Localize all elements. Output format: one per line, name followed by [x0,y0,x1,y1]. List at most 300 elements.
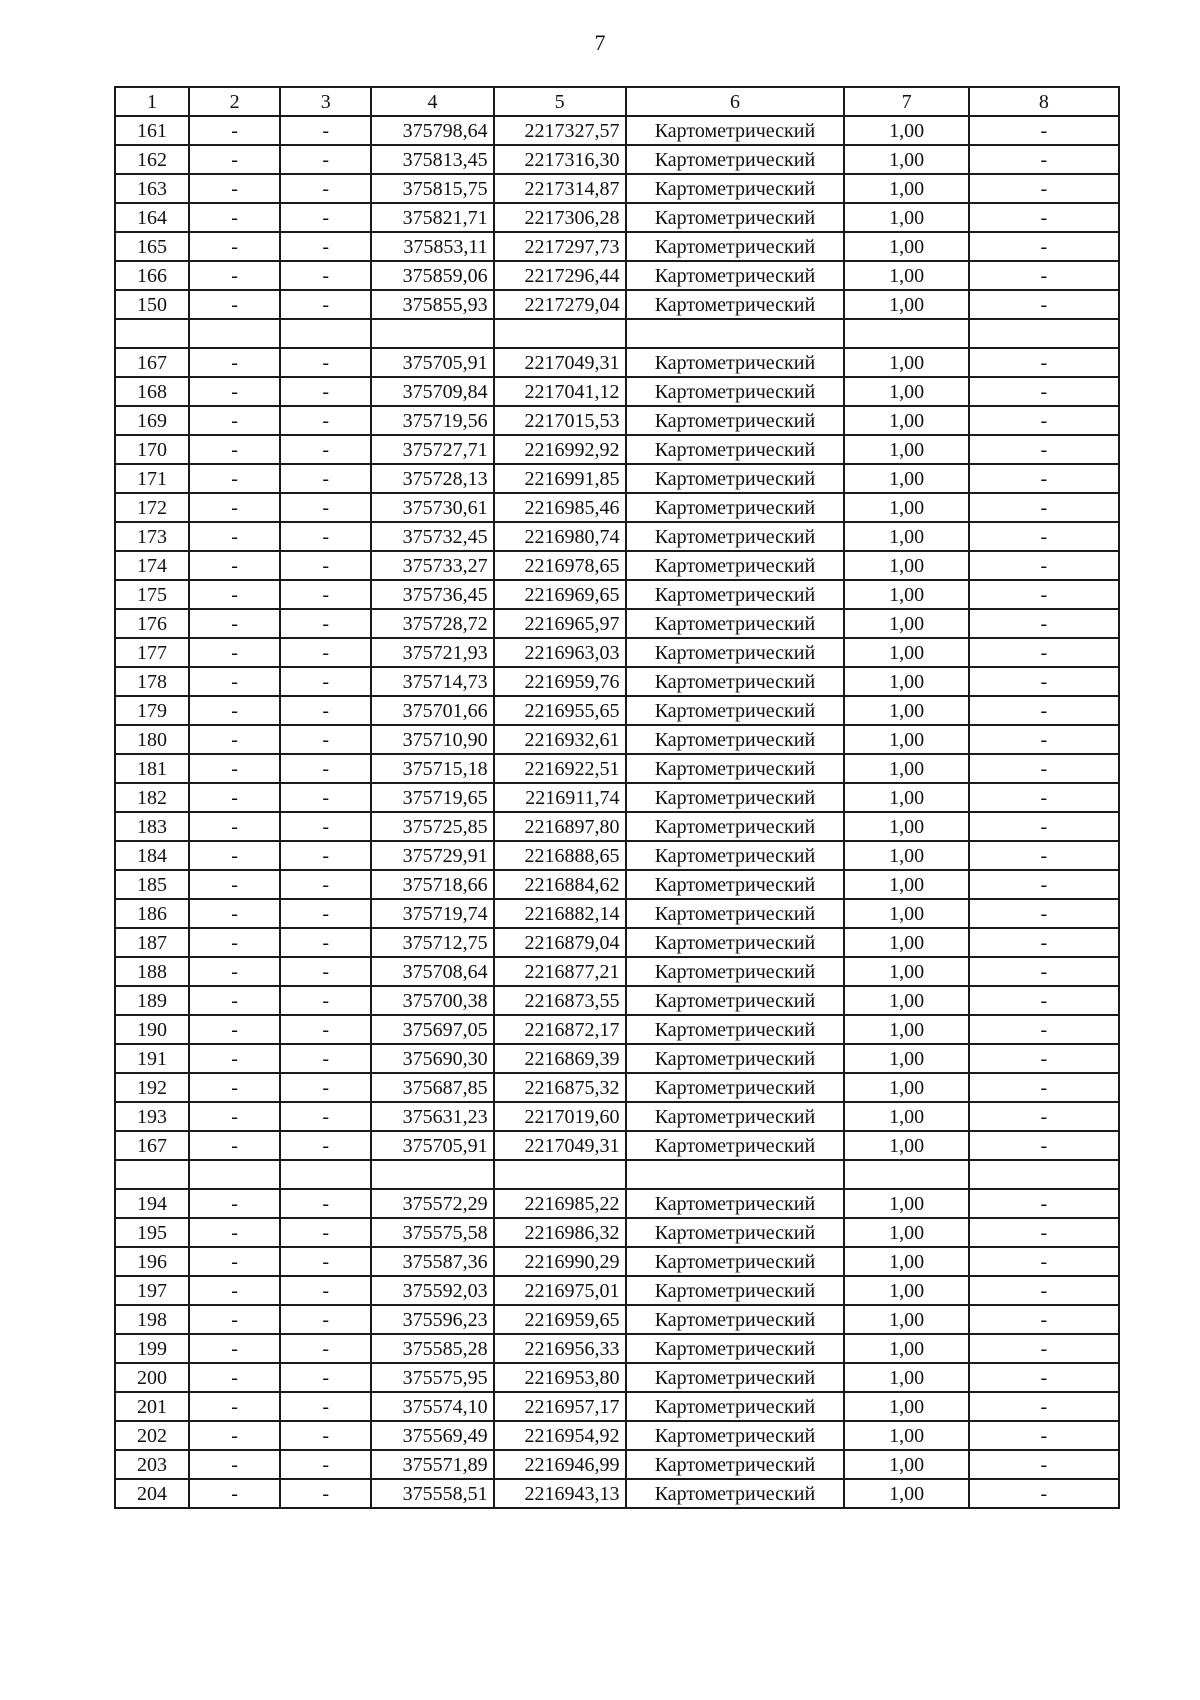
table-row [115,1334,1119,1363]
point-number-cell: 150 [115,290,189,319]
method-cell: Картометрический [626,783,845,812]
table-row [115,203,1119,232]
col3-cell: - [280,522,371,551]
accuracy-cell: 1,00 [844,348,968,377]
table-row [115,377,1119,406]
x-coordinate-cell: 375718,66 [371,870,493,899]
table-row [115,1276,1119,1305]
table-row [115,754,1119,783]
x-coordinate-cell: 375592,03 [371,1276,493,1305]
col2-cell: - [189,957,280,986]
accuracy-cell: 1,00 [844,1073,968,1102]
header-cell: 5 [494,87,626,116]
method-cell: Картометрический [626,1363,845,1392]
table-row [115,870,1119,899]
x-coordinate-cell: 375572,29 [371,1189,493,1218]
col2-cell: - [189,986,280,1015]
x-coordinate-cell: 375697,05 [371,1015,493,1044]
col8-cell: - [969,1247,1119,1276]
point-number-cell: 197 [115,1276,189,1305]
method-cell: Картометрический [626,1392,845,1421]
header-cell: 4 [371,87,493,116]
table-row [115,116,1119,145]
point-number-cell: 190 [115,1015,189,1044]
point-number-cell: 165 [115,232,189,261]
col3-cell: - [280,899,371,928]
col3-cell: - [280,435,371,464]
point-number-cell: 172 [115,493,189,522]
y-coordinate-cell: 2216954,92 [494,1421,626,1450]
y-coordinate-cell: 2216872,17 [494,1015,626,1044]
method-cell: Картометрический [626,1334,845,1363]
point-number-cell: 200 [115,1363,189,1392]
col2-cell: - [189,1421,280,1450]
table-row [115,1189,1119,1218]
col8-cell: - [969,145,1119,174]
col8-cell: - [969,1189,1119,1218]
method-cell: Картометрический [626,1450,845,1479]
point-number-cell: 182 [115,783,189,812]
col2-cell: - [189,1044,280,1073]
method-cell: Картометрический [626,174,845,203]
method-cell: Картометрический [626,1421,845,1450]
header-cell: 3 [280,87,371,116]
col8-cell: - [969,1102,1119,1131]
header-cell: 7 [844,87,968,116]
table-row [115,464,1119,493]
col3-cell: - [280,1421,371,1450]
accuracy-cell: 1,00 [844,174,968,203]
col3-cell: - [280,1479,371,1508]
empty-cell [115,319,189,348]
point-number-cell: 164 [115,203,189,232]
y-coordinate-cell: 2216992,92 [494,435,626,464]
table-row [115,899,1119,928]
col3-cell: - [280,638,371,667]
col8-cell: - [969,464,1119,493]
method-cell: Картометрический [626,725,845,754]
table-row [115,1015,1119,1044]
accuracy-cell: 1,00 [844,232,968,261]
point-number-cell: 187 [115,928,189,957]
col3-cell: - [280,609,371,638]
point-number-cell: 191 [115,1044,189,1073]
y-coordinate-cell: 2217327,57 [494,116,626,145]
col8-cell: - [969,493,1119,522]
y-coordinate-cell: 2216959,65 [494,1305,626,1334]
x-coordinate-cell: 375715,18 [371,754,493,783]
y-coordinate-cell: 2217296,44 [494,261,626,290]
col2-cell: - [189,348,280,377]
x-coordinate-cell: 375574,10 [371,1392,493,1421]
col3-cell: - [280,232,371,261]
col8-cell: - [969,1044,1119,1073]
method-cell: Картометрический [626,1305,845,1334]
y-coordinate-cell: 2216943,13 [494,1479,626,1508]
col8-cell: - [969,667,1119,696]
x-coordinate-cell: 375558,51 [371,1479,493,1508]
y-coordinate-cell: 2216986,32 [494,1218,626,1247]
col8-cell: - [969,406,1119,435]
col2-cell: - [189,1305,280,1334]
y-coordinate-cell: 2216879,04 [494,928,626,957]
col3-cell: - [280,377,371,406]
point-number-cell: 167 [115,348,189,377]
x-coordinate-cell: 375690,30 [371,1044,493,1073]
col3-cell: - [280,493,371,522]
accuracy-cell: 1,00 [844,638,968,667]
point-number-cell: 171 [115,464,189,493]
y-coordinate-cell: 2216985,46 [494,493,626,522]
col2-cell: - [189,261,280,290]
col8-cell: - [969,696,1119,725]
col2-cell: - [189,928,280,957]
method-cell: Картометрический [626,609,845,638]
col8-cell: - [969,1421,1119,1450]
method-cell: Картометрический [626,1189,845,1218]
col3-cell: - [280,754,371,783]
col8-cell: - [969,725,1119,754]
empty-cell [969,1160,1119,1189]
col2-cell: - [189,667,280,696]
x-coordinate-cell: 375571,89 [371,1450,493,1479]
col3-cell: - [280,1305,371,1334]
col3-cell: - [280,406,371,435]
point-number-cell: 175 [115,580,189,609]
col8-cell: - [969,638,1119,667]
col8-cell: - [969,783,1119,812]
x-coordinate-cell: 375687,85 [371,1073,493,1102]
table-header-row [115,87,1119,116]
col8-cell: - [969,870,1119,899]
page-number: 7 [594,30,606,55]
col3-cell: - [280,1363,371,1392]
accuracy-cell: 1,00 [844,1276,968,1305]
method-cell: Картометрический [626,899,845,928]
col8-cell: - [969,551,1119,580]
col8-cell: - [969,580,1119,609]
point-number-cell: 194 [115,1189,189,1218]
point-number-cell: 174 [115,551,189,580]
point-number-cell: 199 [115,1334,189,1363]
col2-cell: - [189,232,280,261]
point-number-cell: 188 [115,957,189,986]
table-row [115,783,1119,812]
col2-cell: - [189,580,280,609]
col3-cell: - [280,261,371,290]
accuracy-cell: 1,00 [844,725,968,754]
col8-cell: - [969,1015,1119,1044]
accuracy-cell: 1,00 [844,841,968,870]
col2-cell: - [189,870,280,899]
x-coordinate-cell: 375700,38 [371,986,493,1015]
point-number-cell: 166 [115,261,189,290]
point-number-cell: 162 [115,145,189,174]
col2-cell: - [189,493,280,522]
method-cell: Картометрический [626,928,845,957]
y-coordinate-cell: 2216897,80 [494,812,626,841]
table-row [115,1392,1119,1421]
accuracy-cell: 1,00 [844,783,968,812]
y-coordinate-cell: 2216980,74 [494,522,626,551]
col2-cell: - [189,435,280,464]
y-coordinate-cell: 2216875,32 [494,1073,626,1102]
col8-cell: - [969,609,1119,638]
accuracy-cell: 1,00 [844,667,968,696]
method-cell: Картометрический [626,957,845,986]
accuracy-cell: 1,00 [844,580,968,609]
col2-cell: - [189,174,280,203]
col3-cell: - [280,1073,371,1102]
table-row [115,1044,1119,1073]
col2-cell: - [189,406,280,435]
method-cell: Картометрический [626,261,845,290]
method-cell: Картометрический [626,1479,845,1508]
method-cell: Картометрический [626,493,845,522]
point-number-cell: 181 [115,754,189,783]
col3-cell: - [280,1334,371,1363]
table-row [115,1450,1119,1479]
accuracy-cell: 1,00 [844,1421,968,1450]
accuracy-cell: 1,00 [844,116,968,145]
col2-cell: - [189,116,280,145]
point-number-cell: 168 [115,377,189,406]
col8-cell: - [969,1218,1119,1247]
col2-cell: - [189,1131,280,1160]
col3-cell: - [280,1189,371,1218]
point-number-cell: 173 [115,522,189,551]
col2-cell: - [189,638,280,667]
accuracy-cell: 1,00 [844,464,968,493]
table-row [115,232,1119,261]
accuracy-cell: 1,00 [844,522,968,551]
method-cell: Картометрический [626,870,845,899]
y-coordinate-cell: 2216882,14 [494,899,626,928]
y-coordinate-cell: 2216869,39 [494,1044,626,1073]
point-number-cell: 184 [115,841,189,870]
method-cell: Картометрический [626,638,845,667]
y-coordinate-cell: 2216922,51 [494,754,626,783]
col3-cell: - [280,725,371,754]
col2-cell: - [189,522,280,551]
col8-cell: - [969,754,1119,783]
y-coordinate-cell: 2217316,30 [494,145,626,174]
accuracy-cell: 1,00 [844,928,968,957]
accuracy-cell: 1,00 [844,290,968,319]
point-number-cell: 193 [115,1102,189,1131]
y-coordinate-cell: 2216911,74 [494,783,626,812]
point-number-cell: 163 [115,174,189,203]
method-cell: Картометрический [626,116,845,145]
col2-cell: - [189,1479,280,1508]
y-coordinate-cell: 2216965,97 [494,609,626,638]
col2-cell: - [189,1073,280,1102]
header-cell: 8 [969,87,1119,116]
accuracy-cell: 1,00 [844,870,968,899]
point-number-cell: 185 [115,870,189,899]
col8-cell: - [969,1276,1119,1305]
table-row [115,261,1119,290]
x-coordinate-cell: 375712,75 [371,928,493,957]
x-coordinate-cell: 375729,91 [371,841,493,870]
table-row [115,696,1119,725]
table-row [115,957,1119,986]
x-coordinate-cell: 375569,49 [371,1421,493,1450]
accuracy-cell: 1,00 [844,986,968,1015]
col2-cell: - [189,1334,280,1363]
point-number-cell: 180 [115,725,189,754]
method-cell: Картометрический [626,232,845,261]
method-cell: Картометрический [626,1131,845,1160]
x-coordinate-cell: 375709,84 [371,377,493,406]
x-coordinate-cell: 375575,95 [371,1363,493,1392]
point-number-cell: 198 [115,1305,189,1334]
x-coordinate-cell: 375705,91 [371,348,493,377]
col3-cell: - [280,928,371,957]
empty-cell [626,1160,845,1189]
y-coordinate-cell: 2216873,55 [494,986,626,1015]
col2-cell: - [189,1363,280,1392]
col2-cell: - [189,812,280,841]
accuracy-cell: 1,00 [844,957,968,986]
coordinates-table [114,86,1120,1509]
x-coordinate-cell: 375719,74 [371,899,493,928]
col3-cell: - [280,1131,371,1160]
col3-cell: - [280,870,371,899]
col8-cell: - [969,261,1119,290]
col3-cell: - [280,348,371,377]
table-row [115,493,1119,522]
accuracy-cell: 1,00 [844,551,968,580]
empty-cell [371,1160,493,1189]
y-coordinate-cell: 2216978,65 [494,551,626,580]
point-number-cell: 176 [115,609,189,638]
x-coordinate-cell: 375631,23 [371,1102,493,1131]
col2-cell: - [189,1247,280,1276]
x-coordinate-cell: 375721,93 [371,638,493,667]
method-cell: Картометрический [626,145,845,174]
accuracy-cell: 1,00 [844,1247,968,1276]
col2-cell: - [189,783,280,812]
col2-cell: - [189,1450,280,1479]
table-row [115,1073,1119,1102]
accuracy-cell: 1,00 [844,1305,968,1334]
point-number-cell: 201 [115,1392,189,1421]
table-spacer-row [115,1160,1119,1189]
method-cell: Картометрический [626,435,845,464]
point-number-cell: 186 [115,899,189,928]
accuracy-cell: 1,00 [844,1218,968,1247]
y-coordinate-cell: 2216877,21 [494,957,626,986]
x-coordinate-cell: 375728,13 [371,464,493,493]
x-coordinate-cell: 375815,75 [371,174,493,203]
col3-cell: - [280,290,371,319]
col8-cell: - [969,841,1119,870]
col2-cell: - [189,609,280,638]
point-number-cell: 192 [115,1073,189,1102]
method-cell: Картометрический [626,812,845,841]
accuracy-cell: 1,00 [844,203,968,232]
col8-cell: - [969,1363,1119,1392]
x-coordinate-cell: 375728,72 [371,609,493,638]
header-cell: 6 [626,87,845,116]
empty-cell [969,319,1119,348]
col3-cell: - [280,986,371,1015]
point-number-cell: 161 [115,116,189,145]
col3-cell: - [280,116,371,145]
col8-cell: - [969,522,1119,551]
col3-cell: - [280,957,371,986]
accuracy-cell: 1,00 [844,1189,968,1218]
col2-cell: - [189,1392,280,1421]
point-number-cell: 204 [115,1479,189,1508]
header-cell: 2 [189,87,280,116]
y-coordinate-cell: 2216956,33 [494,1334,626,1363]
col2-cell: - [189,290,280,319]
method-cell: Картометрический [626,348,845,377]
method-cell: Картометрический [626,1102,845,1131]
table-row [115,1218,1119,1247]
point-number-cell: 178 [115,667,189,696]
y-coordinate-cell: 2217015,53 [494,406,626,435]
y-coordinate-cell: 2216953,80 [494,1363,626,1392]
col3-cell: - [280,696,371,725]
x-coordinate-cell: 375813,45 [371,145,493,174]
accuracy-cell: 1,00 [844,1044,968,1073]
col8-cell: - [969,435,1119,464]
y-coordinate-cell: 2216884,62 [494,870,626,899]
method-cell: Картометрический [626,1247,845,1276]
col3-cell: - [280,1276,371,1305]
table-row [115,435,1119,464]
table-row [115,406,1119,435]
col3-cell: - [280,1392,371,1421]
x-coordinate-cell: 375736,45 [371,580,493,609]
table-row [115,725,1119,754]
y-coordinate-cell: 2216990,29 [494,1247,626,1276]
empty-cell [494,319,626,348]
y-coordinate-cell: 2216888,65 [494,841,626,870]
col2-cell: - [189,1276,280,1305]
table-row [115,1247,1119,1276]
empty-cell [115,1160,189,1189]
x-coordinate-cell: 375587,36 [371,1247,493,1276]
x-coordinate-cell: 375719,56 [371,406,493,435]
x-coordinate-cell: 375821,71 [371,203,493,232]
col8-cell: - [969,116,1119,145]
col8-cell: - [969,290,1119,319]
table-spacer-row [115,319,1119,348]
y-coordinate-cell: 2217279,04 [494,290,626,319]
accuracy-cell: 1,00 [844,812,968,841]
method-cell: Картометрический [626,696,845,725]
col8-cell: - [969,986,1119,1015]
x-coordinate-cell: 375714,73 [371,667,493,696]
y-coordinate-cell: 2216963,03 [494,638,626,667]
y-coordinate-cell: 2217306,28 [494,203,626,232]
x-coordinate-cell: 375733,27 [371,551,493,580]
col8-cell: - [969,174,1119,203]
col3-cell: - [280,841,371,870]
method-cell: Картометрический [626,1015,845,1044]
accuracy-cell: 1,00 [844,1131,968,1160]
table-row [115,986,1119,1015]
x-coordinate-cell: 375575,58 [371,1218,493,1247]
x-coordinate-cell: 375859,06 [371,261,493,290]
empty-cell [371,319,493,348]
col8-cell: - [969,899,1119,928]
accuracy-cell: 1,00 [844,696,968,725]
